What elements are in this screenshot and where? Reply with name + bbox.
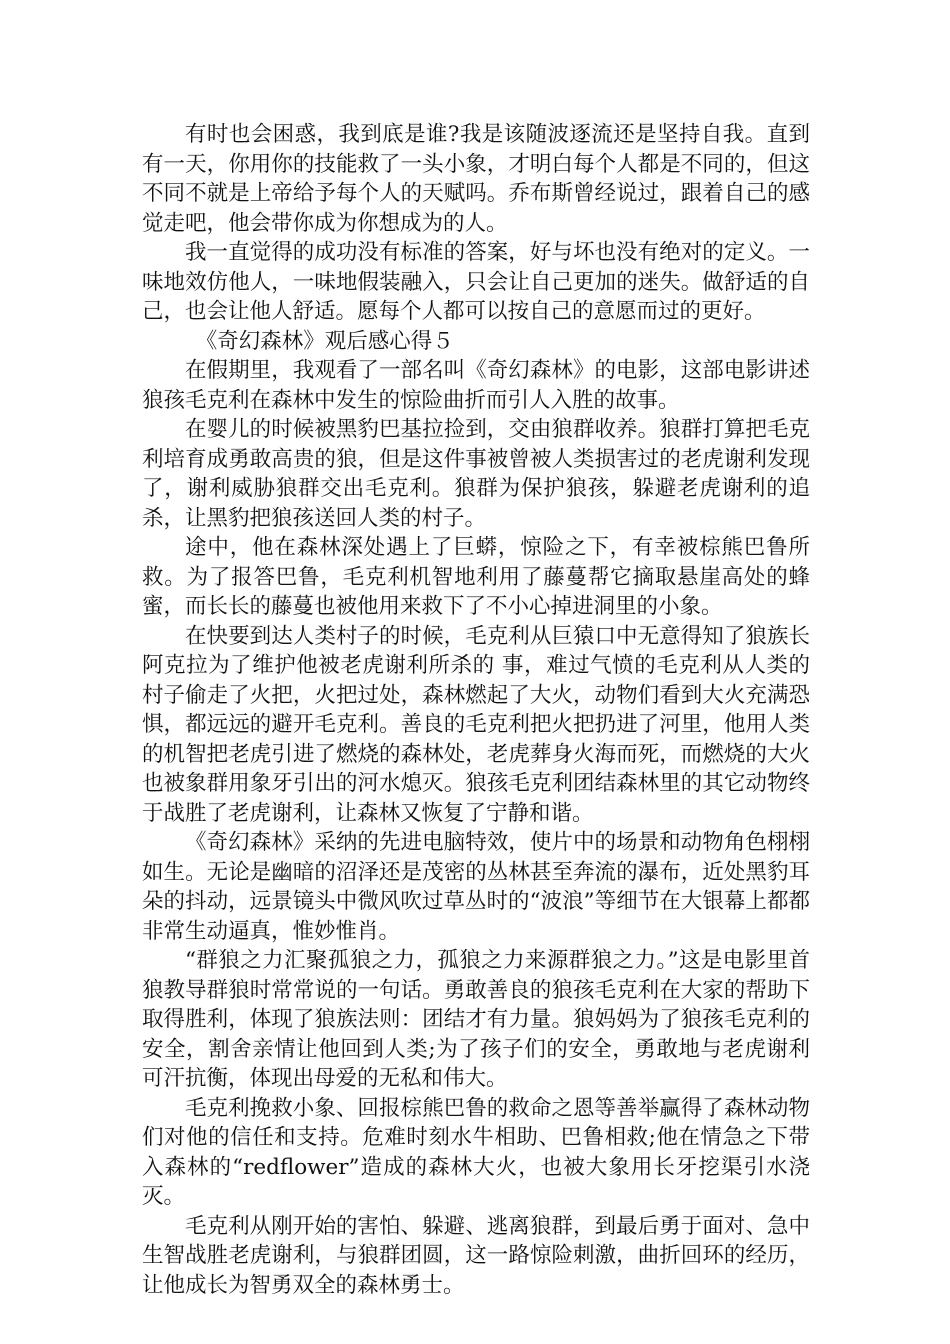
paragraph-8: “群狼之力汇聚孤狼之力，孤狼之力来源群狼之力。”这是电影里首狼教导群狼时常常说的一句话。勇敢善良的狼孩毛克利在大家的帮助下取得胜利，体现了狼族法则：团结才有力量。狼妈妈为了狼孩毛克利的安全，割舍亲情让他回到人类;为了孩子们的安全，勇敢地与老虎谢利可汗抗衡，体现出母爱的无私和伟大。 [142, 948, 810, 1091]
document-body [142, 120, 810, 1300]
section-heading: 《奇幻森林》观后感心得５ [195, 328, 454, 354]
paragraph-7: 《奇幻森林》采纳的先进电脑特效，使片中的场景和动物角色栩栩如生。无论是幽暗的沼泽还是茂密的丛林甚至奔流的瀑布，近处黑豹耳朵的抖动，远景镜头中微风吹过草丛时的“波浪”等细节在大银幕上都都非常生动逼真，惟妙惟肖。 [142, 830, 810, 944]
paragraph-9: 毛克利挽救小象、回报棕熊巴鲁的救命之恩等善举赢得了森林动物们对他的信任和支持。危难时刻水牛相助、巴鲁相救;他在情急之下带入森林的“redflower”造成的森林大火，也被大象用长牙挖渠引水浇灭。 [142, 1095, 810, 1209]
paragraph-10: 毛克利从刚开始的害怕、躲避、逃离狼群，到最后勇于面对、急中生智战胜老虎谢利，与狼群团圆，这一路惊险刺激，曲折回环的经历，让他成长为智勇双全的森林勇士。 [142, 1213, 810, 1298]
paragraph-3: 在假期里，我观看了一部名叫《奇幻森林》的电影，这部电影讲述狼孩毛克利在森林中发生的惊险曲折而引人入胜的故事。 [142, 358, 810, 413]
paragraph-2: 我一直觉得的成功没有标准的答案，好与坏也没有绝对的定义。一味地效仿他人，一味地假装融入，只会让自己更加的迷失。做舒适的自己，也会让他人舒适。愿每个人都可以按自己的意愿而过的更好。 [142, 240, 810, 324]
paragraph-5: 途中，他在森林深处遇上了巨蟒，惊险之下，有幸被棕熊巴鲁所救。为了报答巴鲁，毛克利机智地利用了藤蔓帮它摘取悬崖高处的蜂蜜，而长长的藤蔓也被他用来救下了不小心掉进洞里的小象。 [142, 535, 810, 619]
paragraph-1: 有时也会困惑，我到底是谁?我是该随波逐流还是坚持自我。直到有一天，你用你的技能救了一头小象，才明白每个人都是不同的，但这不同不就是上帝给予每个人的天赋吗。乔布斯曾经说过，跟着自己的感觉走吧，他会带你成为你想成为的人。 [142, 122, 810, 236]
paragraph-4: 在婴儿的时候被黑豹巴基拉捡到，交由狼群收养。狼群打算把毛克利培育成勇敢高贵的狼，但是这件事被曾被人类损害过的老虎谢利发现了，谢利威胁狼群交出毛克利。狼群为保护狼孩，躲避老虎谢利的追杀，让黑豹把狼孩送回人类的村子。 [142, 417, 810, 531]
paragraph-6: 在快要到达人类村子的时候，毛克利从巨猿口中无意得知了狼族长阿克拉为了维护他被老虎谢利所杀的 事，难过气愤的毛克利从人类的村子偷走了火把，火把过处，森林燃起了大火，动物们看到大火充满恐惧，都远远的避开毛克利。善良的毛克利把火把扔进了河里，他用人类的机智把老虎引进了燃烧的森林处，老虎葬身火海而死，而燃烧的大火也被象群用象牙引出的河水熄灭。狼孩毛克利团结森林里的其它动物终于战胜了老虎谢利，让森林又恢复了宁静和谐。 [142, 623, 810, 826]
